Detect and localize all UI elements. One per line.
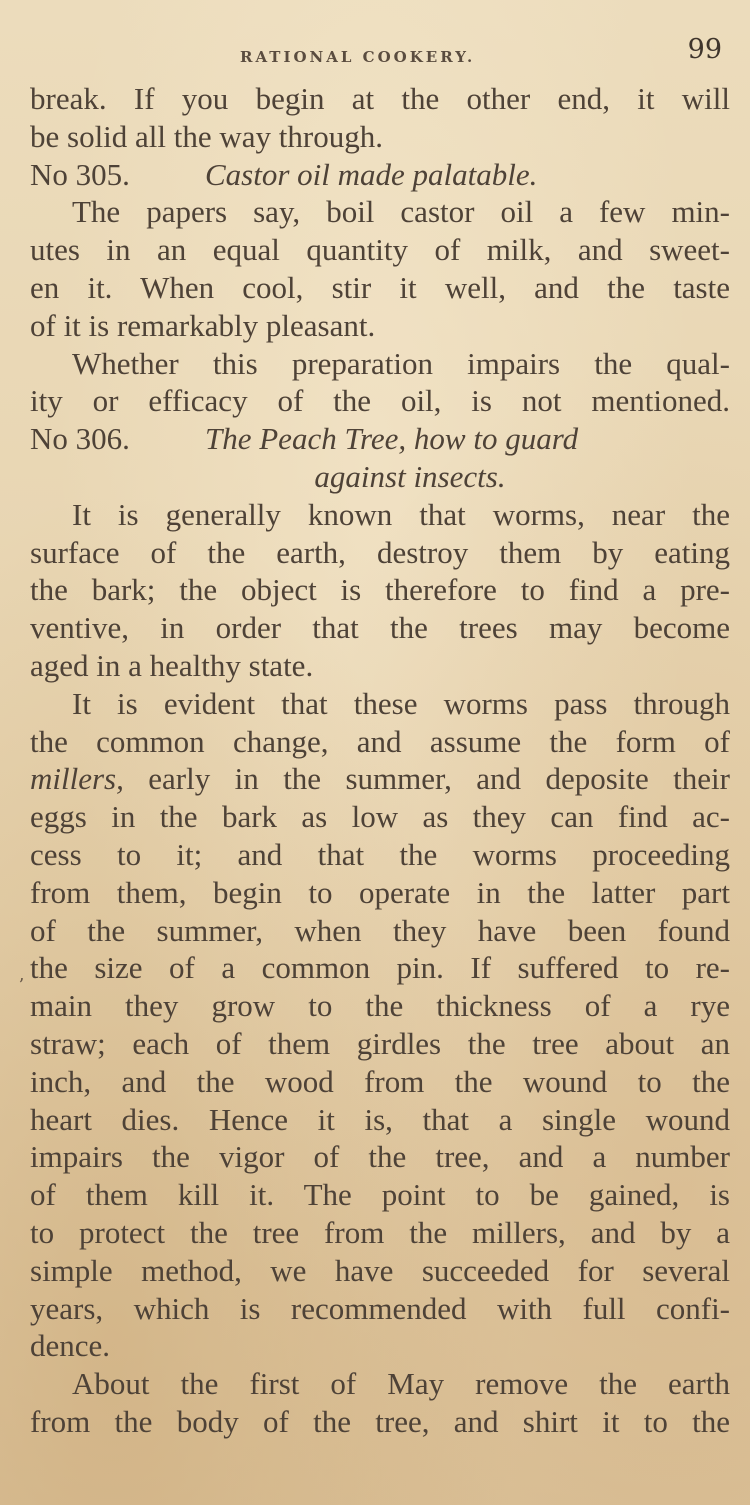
text-line: the common change, and assume the form of <box>30 723 730 759</box>
text-line: surface of the earth, destroy them by eating <box>30 534 730 570</box>
text-line: straw; each of them girdles the tree about an <box>30 1025 730 1061</box>
body-text <box>30 80 730 1441</box>
text-line: About the first of May remove the earth <box>72 1366 730 1402</box>
text-line: The papers say, boil castor oil a few min- <box>72 194 730 230</box>
recipe-heading-305 <box>30 156 730 194</box>
running-title: RATIONAL COOKERY. <box>240 48 476 66</box>
page-number: 99 <box>687 34 722 65</box>
italic-word: millers, <box>30 761 124 797</box>
recipe-title: The Peach Tree, how to guard <box>205 421 579 457</box>
text-line: utes in an equal quantity of milk, and sweet- <box>30 232 730 268</box>
text-span: early in the summer, and deposite their <box>123 761 730 797</box>
text-line: from the body of the tree, and shirt it to the <box>30 1403 730 1439</box>
recipe-title-line2: against insects. <box>314 458 506 494</box>
text-line: of them kill it. The point to be gained, is <box>30 1177 730 1213</box>
text-line: inch, and the wood from the wound to the <box>30 1063 730 1099</box>
text-line: It is generally known that worms, near the <box>72 496 730 532</box>
recipe-number: No 306. <box>30 421 130 457</box>
text-line: the bark; the object is therefore to find a pre- <box>30 572 730 608</box>
recipe-title-continued <box>30 458 730 496</box>
text-line: be solid all the way through. <box>30 118 383 154</box>
text-line: of the summer, when they have been found <box>30 912 730 948</box>
text-line: impairs the vigor of the tree, and a number <box>30 1139 730 1175</box>
text-line: aged in a healthy state. <box>30 647 314 683</box>
text-line: It is evident that these worms pass through <box>72 685 730 721</box>
text-line: ventive, in order that the trees may become <box>30 610 730 646</box>
text-line: from them, begin to operate in the latter part <box>30 874 730 910</box>
text-line: eggs in the bark as low as they can find ac- <box>30 799 730 835</box>
text-line: dence. <box>30 1328 111 1364</box>
text-line: en it. When cool, stir it well, and the taste <box>30 269 730 305</box>
text-line: the size of a common pin. If suffered to re- <box>30 950 730 986</box>
text-line: heart dies. Hence it is, that a single wound <box>30 1101 730 1137</box>
text-line: to protect the tree from the millers, and by a <box>30 1214 730 1250</box>
text-line: Whether this preparation impairs the qual- <box>72 345 730 381</box>
text-line: of it is remarkably pleasant. <box>30 307 376 343</box>
recipe-title: Castor oil made palatable. <box>205 156 538 192</box>
text-line: main they grow to the thickness of a rye <box>30 988 730 1024</box>
text-line: break. If you begin at the other end, it will <box>30 81 730 116</box>
recipe-number: No 305. <box>30 156 130 192</box>
text-line: cess to it; and that the worms proceeding <box>30 836 730 872</box>
recipe-heading-306 <box>30 420 730 458</box>
margin-mark: ʼ <box>18 975 24 996</box>
text-line: simple method, we have succeeded for several <box>30 1252 730 1288</box>
text-line: ity or efficacy of the oil, is not mentioned. <box>30 383 730 419</box>
running-header <box>30 28 730 80</box>
text-line-with-italic <box>30 760 730 798</box>
text-line: years, which is recommended with full confi- <box>30 1290 730 1326</box>
